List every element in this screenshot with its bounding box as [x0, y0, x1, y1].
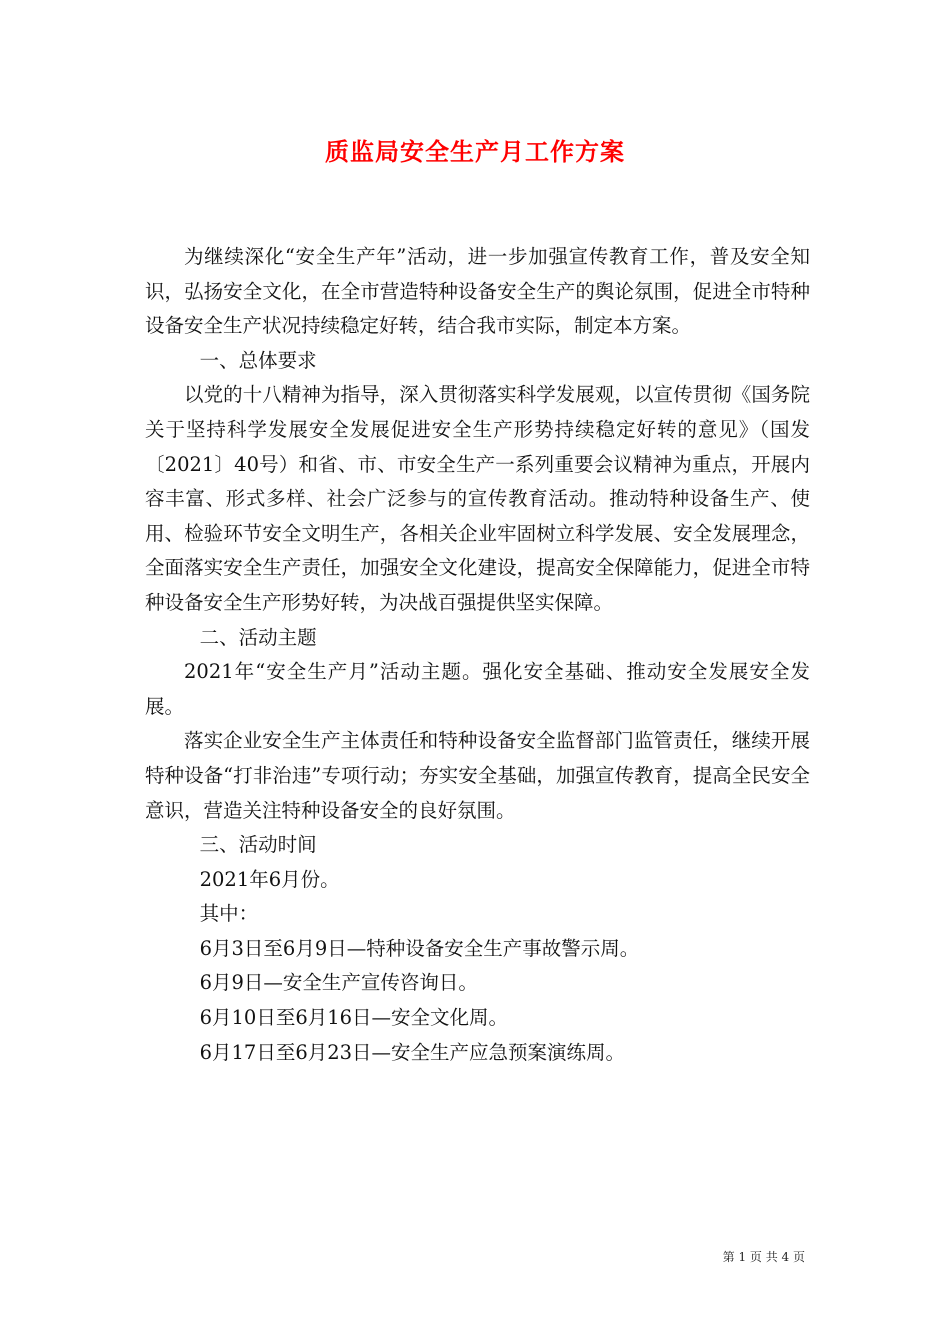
section-heading-theme: 二、活动主题 [199, 625, 317, 649]
document-title: 质监局安全生产月工作方案 [325, 137, 625, 166]
page-number: 第 1 页 共 4 页 [722, 1250, 805, 1264]
among-label: 其中： [199, 902, 259, 926]
document-body [145, 240, 810, 1070]
schedule-item: 6月17日至6月23日—安全生产应急预案演练周。 [199, 1040, 626, 1064]
general-requirements-paragraph: 以党的十八精神为指导，深入贯彻落实科学发展观，以宣传贯彻《国务院关于坚持科学发展安全发展促进安全生产形势持续稳定好转的意见》（国发〔2021〕40号）和省、市、市安全生产一系列重要会议精神为重点，开展内容丰富、形式多样、社会广泛参与的宣传教育活动。推动特种设备生产、使用、检验环节安全文明生产，各相关企业牢固树立科学发展、安全发展理念，全面落实安全生产责任，加强安全文化建设，提高安全保障能力，促进全市特种设备安全生产形势好转，为决战百强提供坚实保障。 [145, 383, 810, 614]
schedule-item: 6月9日—安全生产宣传咨询日。 [199, 971, 478, 995]
theme-paragraph: 2021年“安全生产月”活动主题。强化安全基础、推动安全发展安全发展。 [145, 660, 810, 718]
section-heading-time: 三、活动时间 [199, 833, 317, 857]
theme-detail-paragraph: 落实企业安全生产主体责任和特种设备安全监督部门监管责任，继续开展特种设备“打非治违”专项行动；夯实安全基础，加强宣传教育，提高全民安全意识，营造关注特种设备安全的良好氛围。 [145, 729, 810, 822]
section-heading-general: 一、总体要求 [199, 348, 317, 372]
intro-paragraph: 为继续深化“安全生产年”活动，进一步加强宣传教育工作，普及安全知识，弘扬安全文化，在全市营造特种设备安全生产的舆论氛围，促进全市特种设备安全生产状况持续稳定好转，结合我市实际，制定本方案。 [145, 245, 810, 338]
schedule-item: 6月3日至6月9日—特种设备安全生产事故警示周。 [199, 936, 640, 960]
time-paragraph: 2021年6月份。 [199, 867, 340, 891]
schedule-item: 6月10日至6月16日—安全文化周。 [199, 1006, 509, 1030]
